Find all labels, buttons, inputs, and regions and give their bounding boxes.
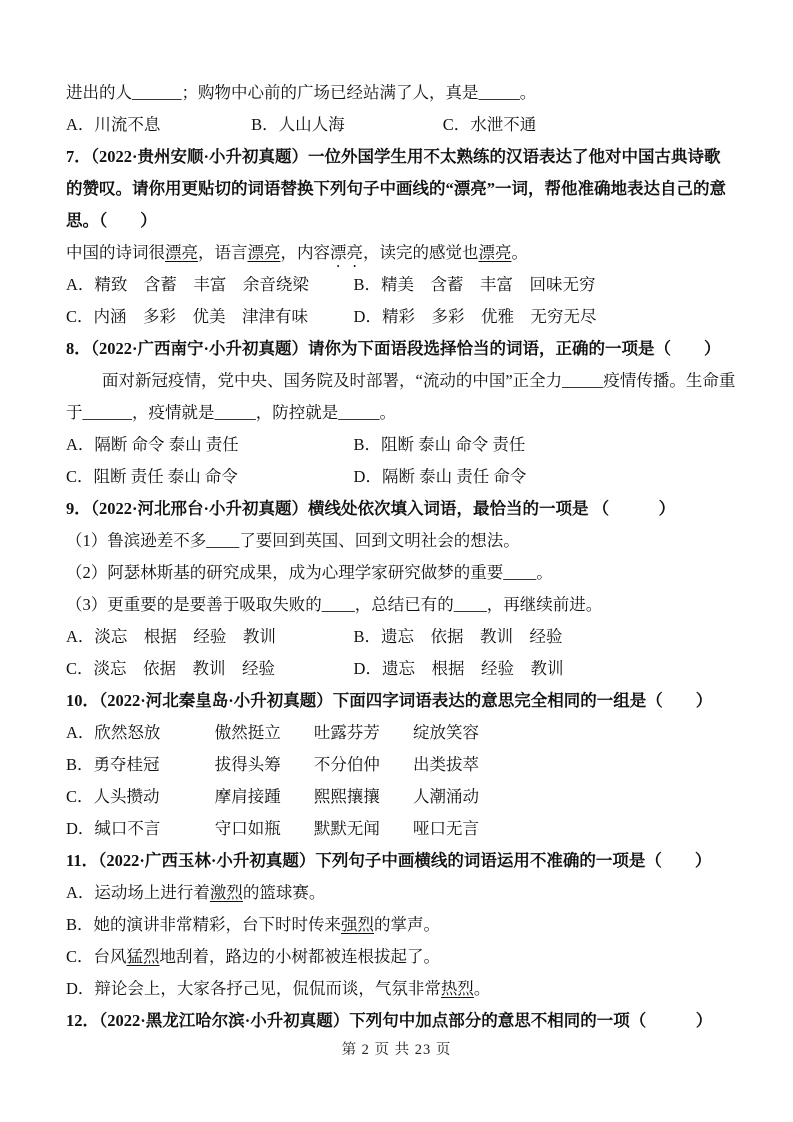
- q8-options-row1: [66, 429, 727, 461]
- text-run: B．勇夺桂冠: [66, 755, 160, 774]
- q10-option-d-cell-1: [215, 813, 281, 845]
- text-run: A．运动场上进行着: [66, 883, 210, 902]
- text-run: C．淡忘 依据 教训 经验: [66, 659, 276, 678]
- text-run: 哑口无言: [413, 819, 480, 838]
- q10-option-b-cell-1: [215, 749, 281, 781]
- text-run: 10．（2022·河北秦皇岛·小升初真题）下面四字词语表达的意思完全相同的一组是（ ）: [66, 691, 713, 710]
- q10-option-a-cell-1: [215, 717, 281, 749]
- underlined-word: 漂亮: [478, 243, 512, 262]
- q8-options-row2-cell-0: [66, 461, 238, 493]
- text-run: 。: [511, 243, 528, 262]
- q9-options-row1: [66, 621, 727, 653]
- q7-options-row1-cell-0: [66, 269, 309, 301]
- text-run: C．水泄不通: [442, 115, 537, 134]
- page-footer: [0, 1038, 793, 1062]
- q8-passage-line2: [66, 397, 727, 429]
- text-run: C．人头攒动: [66, 787, 160, 806]
- underlined-word: 激烈: [209, 883, 243, 902]
- q10-option-c-cell-0: [66, 781, 160, 813]
- q9-item3: [66, 589, 727, 621]
- text-run: 默默无闻: [313, 819, 380, 838]
- q9-options-row2-cell-1: [354, 653, 564, 685]
- text-run: D．辩论会上，大家各抒己见，侃侃而谈，气氛非常: [66, 979, 441, 998]
- q6-options-cell-1: [251, 109, 345, 141]
- text-run: 的掌声。: [374, 915, 441, 934]
- q7-header-line1: [66, 141, 727, 173]
- text-run: D．缄口不言: [66, 819, 161, 838]
- text-run: 于______，疫情就是_____，防控就是_____。: [66, 403, 396, 422]
- q7-sentence: [66, 237, 727, 269]
- q11-option-a: [66, 877, 727, 909]
- text-run: 绽放笑容: [413, 723, 480, 742]
- q9-options-row1-cell-0: [66, 621, 276, 653]
- text-run: C．阻断 责任 泰山 命令: [66, 467, 238, 486]
- q6-options: [66, 109, 727, 141]
- q8-options-row2-cell-1: [354, 461, 527, 493]
- text-run: 11．（2022·广西玉林·小升初真题）下列句子中画横线的词语运用不准确的一项是（ ）: [66, 851, 712, 870]
- text-run: B．人山人海: [251, 115, 345, 134]
- text-run: 出类拔萃: [413, 755, 480, 774]
- q10-option-a-cell-0: [66, 717, 160, 749]
- text-run: 9．（2022·河北邢台·小升初真题）横线处依次填入词语，最恰当的一项是 （ ）: [66, 499, 676, 518]
- text-run: 不分伯仲: [313, 755, 380, 774]
- q10-option-b: [66, 749, 727, 781]
- text-run: 的赞叹。请你用更贴切的词语替换下列句子中画线的“漂亮”一词，帮他准确地表达自己的意: [66, 179, 726, 198]
- q9-options-row2: [66, 653, 727, 685]
- q9-item1: [66, 525, 727, 557]
- q8-options-row1-cell-1: [354, 429, 526, 461]
- text-run: B．遗忘 依据 教训 经验: [353, 627, 563, 646]
- q6-options-cell-0: [66, 109, 160, 141]
- q10-option-b-cell-0: [66, 749, 160, 781]
- text-run: A．欣然怒放: [66, 723, 161, 742]
- text-run: ，语言: [198, 243, 248, 262]
- text-run: 地刮着，路边的小树都被连根拔起了。: [159, 947, 441, 966]
- q11-option-c: [66, 941, 727, 973]
- text-run: 12．（2022·黑龙江哈尔滨·小升初真题）下列句中加点部分的意思不相同的一项（ ）: [66, 1011, 713, 1030]
- underlined-word: 热烈: [440, 979, 474, 998]
- q10-option-d: [66, 813, 727, 845]
- text-run: （1）鲁滨逊差不多____了要回到英国、回到文明社会的想法。: [66, 531, 520, 550]
- document-content: [66, 77, 736, 1037]
- text-run: 人潮涌动: [413, 787, 480, 806]
- q10-option-c-cell-3: [413, 781, 479, 813]
- text-run: 吐露芬芳: [313, 723, 380, 742]
- text-run: A．隔断 命令 泰山 责任: [66, 435, 239, 454]
- q10-option-a: [66, 717, 727, 749]
- text-run: A．川流不息: [66, 115, 161, 134]
- text-run: ，读完的感觉也: [363, 243, 479, 262]
- text-run: 进出的人______；购物中心前的广场已经站满了人，真是_____。: [66, 83, 537, 102]
- text-run: A．精致 含蓄 丰富 余音绕梁: [66, 275, 309, 294]
- q10-option-c: [66, 781, 727, 813]
- q6-options-cell-2: [443, 109, 537, 141]
- underlined-word: 漂亮: [247, 243, 281, 262]
- text-run: C．内涵 多彩 优美 津津有味: [66, 307, 309, 326]
- text-run: 摩肩接踵: [214, 787, 281, 806]
- q9-header: [66, 493, 727, 525]
- q10-option-d-cell-2: [314, 813, 380, 845]
- text-run: D．隔断 泰山 责任 命令: [353, 467, 527, 486]
- text-run: D．遗忘 根据 经验 教训: [353, 659, 564, 678]
- footer-text: 第 2 页 共 23 页: [341, 1042, 452, 1058]
- text-run: C．台风: [66, 947, 127, 966]
- text-run: 中国的诗词很: [66, 243, 165, 262]
- text-run: B．精美 含蓄 丰富 回味无穷: [353, 275, 596, 294]
- q8-header: [66, 333, 727, 365]
- text-run: A．淡忘 根据 经验 教训: [66, 627, 276, 646]
- underlined-word: 猛烈: [126, 947, 160, 966]
- q7-options-row1-cell-1: [354, 269, 596, 301]
- q7-options-row1: [66, 269, 727, 301]
- q10-option-c-cell-1: [215, 781, 281, 813]
- text-run: D．精彩 多彩 优雅 无穷无尽: [353, 307, 597, 326]
- q8-options-row1-cell-0: [66, 429, 239, 461]
- underlined-word: 强烈: [341, 915, 375, 934]
- q10-option-b-cell-2: [314, 749, 380, 781]
- text-run: 面对新冠疫情，党中央、国务院及时部署，“流动的中国”正全力_____疫情传播。生命重: [102, 371, 736, 390]
- q8-passage-line1: [66, 365, 736, 397]
- q10-option-d-cell-0: [66, 813, 160, 845]
- q11-option-b: [66, 909, 727, 941]
- text-run: 8．（2022·广西南宁·小升初真题）请你为下面语段选择恰当的词语，正确的一项是（ ）: [66, 339, 721, 358]
- q11-option-d: [66, 973, 727, 1005]
- q10-option-b-cell-3: [413, 749, 479, 781]
- q6-stem-line2: [66, 77, 727, 109]
- text-run: （3）更重要的是要善于吸取失败的____，总结已有的____，再继续前进。: [66, 595, 603, 614]
- q7-header-line2: [66, 173, 727, 205]
- dot-emphasized-word: 漂亮: [330, 243, 363, 262]
- text-run: 傲然挺立: [214, 723, 281, 742]
- text-run: 思。（ ）: [66, 211, 157, 230]
- q10-header: [66, 685, 727, 717]
- underlined-word: 漂亮: [165, 243, 198, 262]
- q10-option-a-cell-2: [314, 717, 380, 749]
- text-run: B．阻断 泰山 命令 责任: [353, 435, 526, 454]
- text-run: （2）阿瑟林斯基的研究成果，成为心理学家研究做梦的重要____。: [66, 563, 553, 582]
- q7-header-line3: [66, 205, 727, 237]
- q10-option-a-cell-3: [413, 717, 479, 749]
- q9-options-row2-cell-0: [66, 653, 275, 685]
- text-run: 熙熙攘攘: [313, 787, 380, 806]
- text-run: ，内容: [280, 243, 330, 262]
- q10-option-c-cell-2: [314, 781, 380, 813]
- q11-header: [66, 845, 727, 877]
- q7-options-row2-cell-0: [66, 301, 308, 333]
- q8-options-row2: [66, 461, 727, 493]
- text-run: 7．（2022·贵州安顺·小升初真题）一位外国学生用不太熟练的汉语表达了他对中国古典诗歌: [66, 147, 721, 166]
- q9-options-row1-cell-1: [354, 621, 563, 653]
- text-run: 。: [473, 979, 491, 998]
- text-run: 的篮球赛。: [242, 883, 326, 902]
- q12-header: [66, 1005, 727, 1037]
- q9-item2: [66, 557, 727, 589]
- q7-options-row2-cell-1: [354, 301, 597, 333]
- text-run: 守口如瓶: [214, 819, 281, 838]
- q7-options-row2: [66, 301, 727, 333]
- text-run: B．她的演讲非常精彩，台下时时传来: [66, 915, 342, 934]
- q10-option-d-cell-3: [413, 813, 479, 845]
- text-run: 拔得头筹: [214, 755, 281, 774]
